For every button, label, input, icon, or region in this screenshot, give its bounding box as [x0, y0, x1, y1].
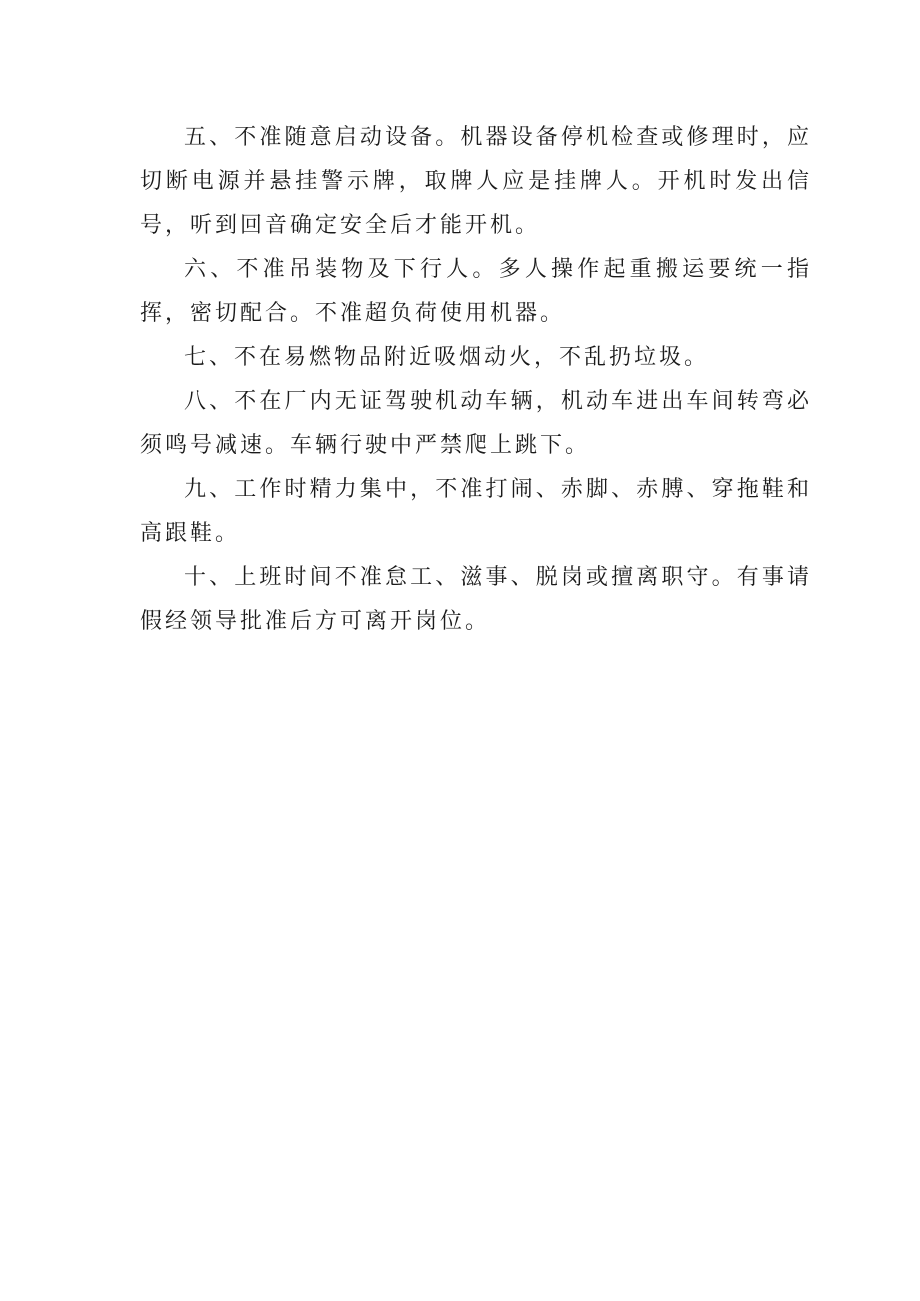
document-body — [140, 116, 812, 644]
rule-paragraph-6: 六、不准吊装物及下行人。多人操作起重搬运要统一指挥，密切配合。不准超负荷使用机器。 — [140, 257, 812, 326]
rule-paragraph-8: 八、不在厂内无证驾驶机动车辆，机动车进出车间转弯必须鸣号减速。车辆行驶中严禁爬上跳下。 — [140, 389, 812, 458]
rule-paragraph-7: 七、不在易燃物品附近吸烟动火，不乱扔垃圾。 — [184, 345, 710, 370]
rule-paragraph-10: 十、上班时间不准怠工、滋事、脱岗或擅离职守。有事请假经领导批准后方可离开岗位。 — [140, 565, 812, 634]
rule-paragraph-5: 五、不准随意启动设备。机器设备停机检查或修理时，应切断电源并悬挂警示牌，取牌人应是挂牌人。开机时发出信号，听到回音确定安全后才能开机。 — [140, 125, 812, 238]
rule-paragraph-9: 九、工作时精力集中，不准打闹、赤脚、赤膊、穿拖鞋和高跟鞋。 — [140, 477, 812, 546]
